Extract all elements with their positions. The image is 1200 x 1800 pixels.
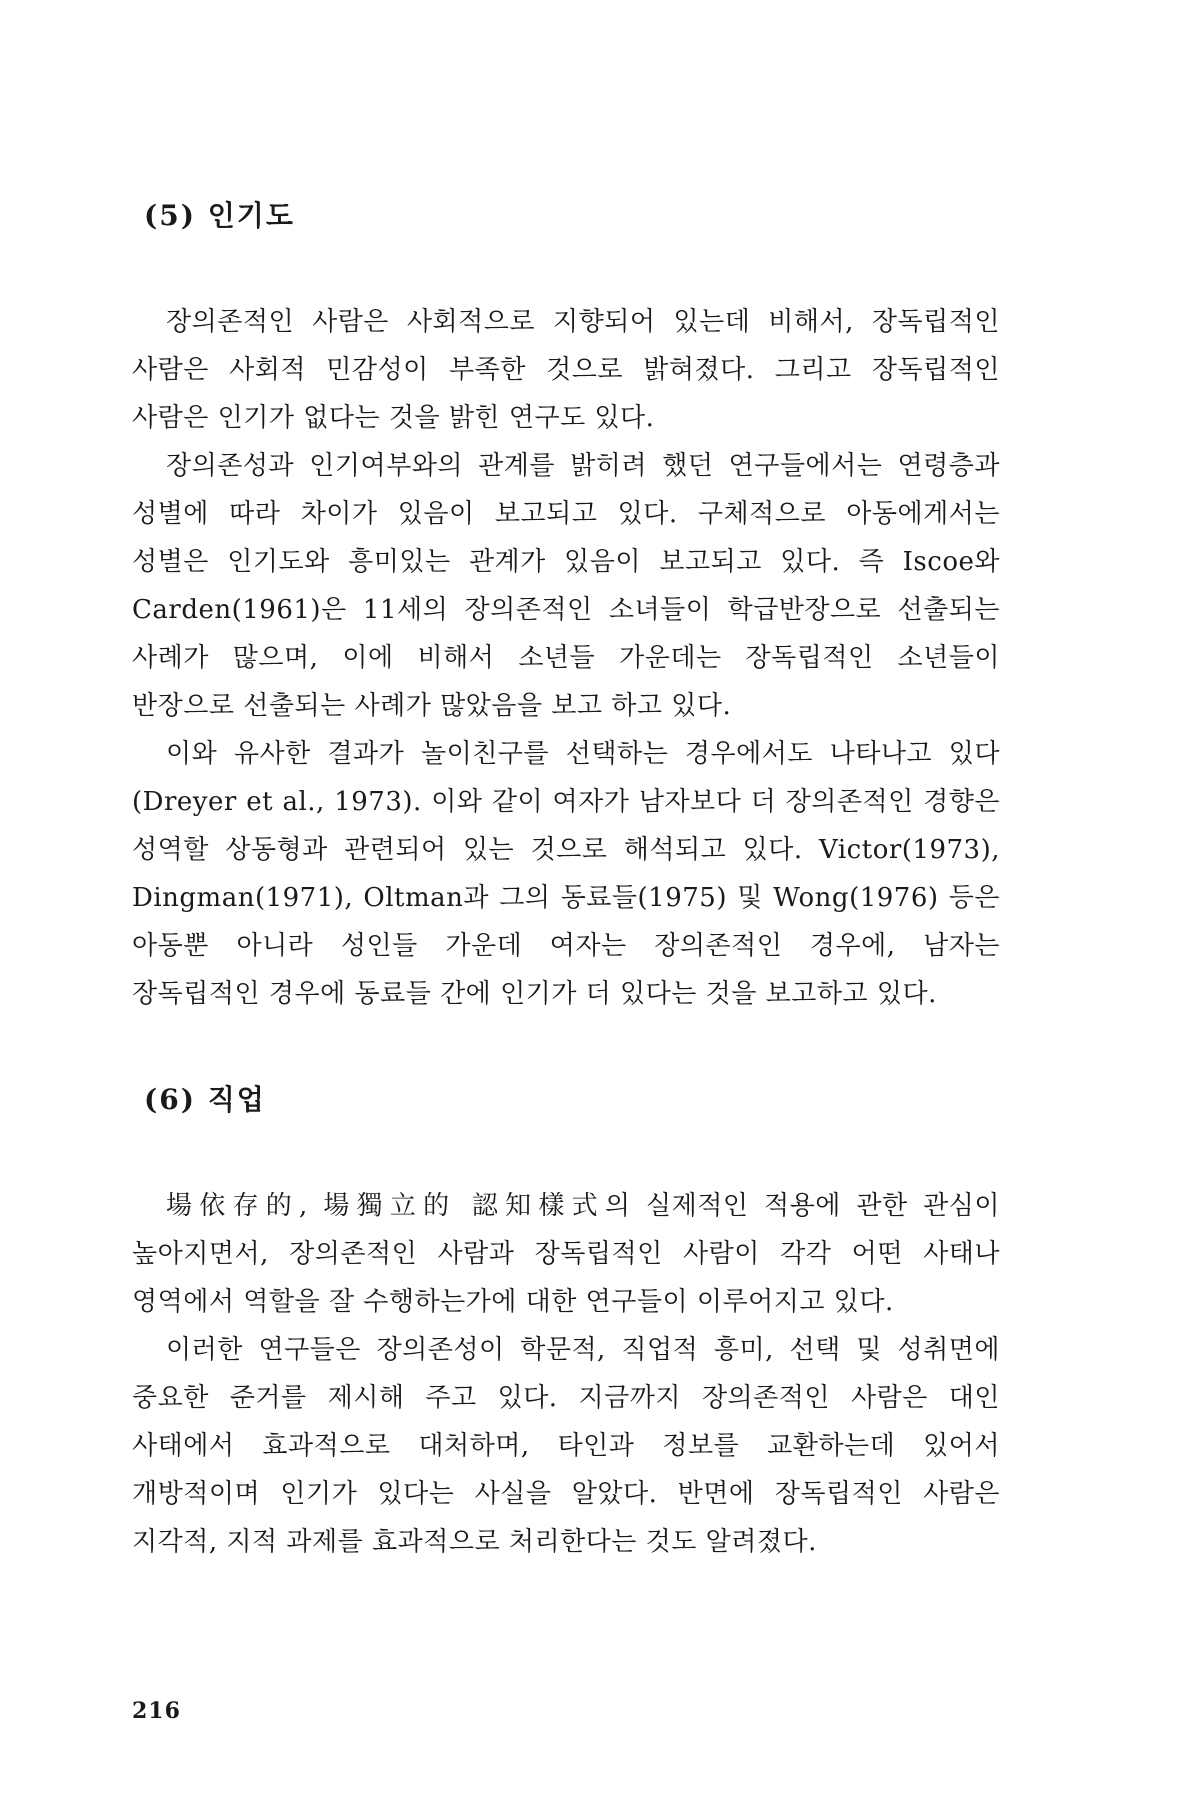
paragraph: 장의존성과 인기여부와의 관계를 밝히려 했던 연구들에서는 연령층과 성별에 따라 차이가 있음이 보고되고 있다. 구체적으로 아동에게서는 성별은 인기도와 흥미있는 관계가 있음이 보고되고 있다. 즉 Iscoe와 Carden(1961)은 11세의 장의존적인 소녀들이 학급반장으로 선출되는 사례가 많으며, 이에 비해서 소년들 가운데는 장독립적인 소년들이 반장으로 선출되는 사례가 많았음을 보고 하고 있다.	[132, 451, 1000, 721]
paragraph: 이와 유사한 결과가 놀이친구를 선택하는 경우에서도 나타나고 있다(Dreyer et al., 1973). 이와 같이 여자가 남자보다 더 장의존적인 경향은 성역할 상동형과 관련되어 있는 것으로 해석되고 있다. Victor(1973), Dingman(1971), Oltman과 그의 동료들(1975) 및 Wong(1976) 등은 아동뿐 아니라 성인들 가운데 여자는 장의존적인 경우에, 남자는 장독립적인 경우에 동료들 간에 인기가 더 있다는 것을 보고하고 있다.	[132, 739, 1000, 1009]
paragraph: 場依存的, 場獨立的 認知樣式의 실제적인 적용에 관한 관심이 높아지면서, 장의존적인 사람과 장독립적인 사람이 각각 어떤 사태나 영역에서 역할을 잘 수행하는가에 대한 연구들이 이루어지고 있다.	[132, 1191, 1000, 1317]
paragraph: 이러한 연구들은 장의존성이 학문적, 직업적 흥미, 선택 및 성취면에 중요한 준거를 제시해 주고 있다. 지금까지 장의존적인 사람은 대인 사태에서 효과적으로 대처하며, 타인과 정보를 교환하는데 있어서 개방적이며 인기가 있다는 사실을 알았다. 반면에 장독립적인 사람은 지각적, 지적 과제를 효과적으로 처리한다는 것도 알려졌다.	[132, 1335, 1000, 1557]
section-heading-popularity: (5) 인기도	[144, 199, 295, 232]
paragraph: 장의존적인 사람은 사회적으로 지향되어 있는데 비해서, 장독립적인 사람은 사회적 민감성이 부족한 것으로 밝혀졌다. 그리고 장독립적인 사람은 인기가 없다는 것을 밝힌 연구도 있다.	[132, 307, 1000, 433]
section-heading-occupation: (6) 직업	[144, 1083, 266, 1116]
page-number: 216	[132, 1698, 181, 1724]
